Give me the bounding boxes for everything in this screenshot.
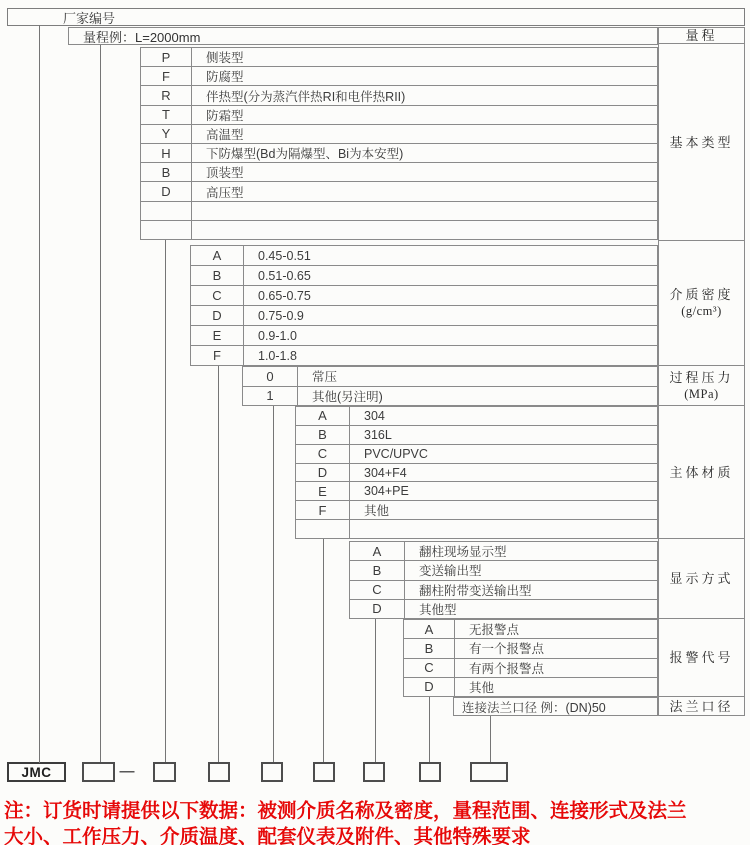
desc-cell: 0.9-1.0 [258, 328, 297, 343]
code-cell: B [350, 561, 405, 579]
desc-cell: 高压型 [206, 185, 244, 200]
code-cell: B [191, 266, 244, 285]
code-cell: P [141, 48, 192, 66]
desc-cell: 下防爆型(Bd为隔爆型、Bi为本安型) [206, 147, 404, 162]
table-row [404, 639, 657, 658]
table-row [350, 600, 657, 618]
connector-line [39, 25, 40, 763]
code-cell [141, 221, 192, 239]
code-cell: C [296, 445, 350, 463]
desc-cell: 0.51-0.65 [258, 268, 311, 283]
table-row [296, 464, 657, 483]
code-cell: C [350, 581, 405, 599]
code-cell: D [404, 678, 455, 696]
section-table-display [349, 541, 658, 619]
code-cell: D [296, 464, 350, 482]
desc-cell: 其他型 [419, 602, 457, 617]
label-text: 主体材质 [669, 464, 734, 480]
table-row [350, 542, 657, 561]
code-cell: A [404, 620, 455, 638]
factory-code-box [7, 8, 745, 26]
table-row [404, 678, 657, 696]
code-cell: B [404, 639, 455, 657]
factory-code-label: 厂家编号 [63, 10, 116, 26]
table-row [404, 659, 657, 678]
label-text: 介质密度 [669, 287, 734, 302]
label-cell-range [658, 27, 745, 44]
section-table-basic-type [140, 47, 658, 240]
order-note-line-1: 注：订货时请提供以下数据：被测介质名称及密度，量程范围、连接形式及法兰 [4, 800, 687, 822]
model-dash: — [119, 762, 135, 780]
desc-cell: 其他 [364, 504, 390, 519]
label-text: 显示方式 [669, 571, 734, 586]
code-cell: H [141, 144, 192, 162]
code-cell: B [296, 426, 350, 444]
code-cell: 1 [243, 387, 298, 406]
code-cell: A [296, 407, 350, 425]
desc-cell [350, 520, 657, 538]
label-cell-pressure [658, 366, 745, 406]
desc-cell: 304 [364, 408, 385, 423]
code-cell: B [141, 163, 192, 181]
table-row [141, 221, 657, 239]
label-cell-density [658, 241, 745, 366]
code-cell: C [191, 286, 244, 305]
table-row [141, 67, 657, 86]
model-code-box-basic-type [153, 762, 176, 782]
section-table-pressure [242, 366, 658, 406]
code-cell: F [141, 67, 192, 85]
code-cell: E [296, 482, 350, 500]
table-row [296, 482, 657, 501]
code-cell: A [350, 542, 405, 560]
desc-cell: 防霜型 [206, 108, 244, 123]
label-text: 报警代号 [669, 650, 734, 665]
connector-line [100, 45, 101, 763]
desc-cell [192, 221, 657, 239]
label-text: 法兰口径 [669, 698, 734, 714]
label-cell-alarm [658, 619, 745, 697]
model-code-box-range [82, 762, 115, 782]
table-row [404, 620, 657, 639]
desc-cell: 翻柱现场显示型 [419, 545, 507, 560]
connector-line [323, 539, 324, 763]
section-table-alarm [403, 619, 658, 697]
range-example-label: 量程例：L=2000mm [83, 29, 201, 45]
code-cell: A [191, 246, 244, 265]
desc-cell: 变送输出型 [419, 564, 482, 579]
desc-cell: 防腐型 [206, 70, 244, 85]
table-row [243, 367, 657, 387]
table-row [141, 106, 657, 125]
table-row [454, 698, 657, 715]
code-cell: Y [141, 125, 192, 143]
connector-line [165, 240, 166, 763]
desc-cell: 侧装型 [206, 51, 244, 66]
code-cell [296, 520, 350, 538]
label-text: 量程 [685, 28, 718, 43]
table-row [191, 346, 657, 365]
code-cell: E [191, 326, 244, 345]
table-row [191, 246, 657, 266]
connector-line [490, 716, 491, 763]
code-cell: D [141, 182, 192, 200]
desc-cell: 0.45-0.51 [258, 248, 311, 263]
model-prefix-box: JMC [7, 762, 66, 782]
model-code-box-alarm [419, 762, 441, 782]
section-table-material [295, 406, 658, 539]
label-text: 基本类型 [669, 134, 734, 150]
model-code-box-density [208, 762, 230, 782]
code-cell: F [191, 346, 244, 365]
table-row [296, 407, 657, 426]
table-row [141, 182, 657, 201]
code-cell: 0 [243, 367, 298, 386]
order-note-line-2: 大小、工作压力、介质温度、配套仪表及附件、其他特殊要求 [4, 826, 531, 845]
desc-cell: 无报警点 [469, 623, 520, 638]
code-cell: T [141, 106, 192, 124]
table-row [191, 326, 657, 346]
table-row [191, 306, 657, 326]
table-row [191, 286, 657, 306]
desc-cell: 高温型 [206, 127, 244, 142]
range-example-box [68, 27, 658, 45]
desc-cell: 其他(另注明) [312, 389, 383, 404]
connector-line [218, 366, 219, 763]
code-cell: F [296, 501, 350, 519]
desc-cell: PVC/UPVC [364, 446, 428, 461]
desc-cell: 304+PE [364, 484, 409, 499]
code-cell: D [191, 306, 244, 325]
desc-cell: 顶装型 [206, 166, 244, 181]
table-row [141, 202, 657, 221]
model-code-box-pressure [261, 762, 283, 782]
section-table-flange [453, 697, 658, 716]
desc-cell: 304+F4 [364, 465, 407, 480]
desc-cell: 有两个报警点 [469, 661, 545, 676]
code-cell [141, 202, 192, 220]
label-unit: (MPa) [684, 386, 719, 401]
connector-line [429, 697, 430, 763]
label-text: 过程压力 [669, 369, 734, 385]
label-cell-display [658, 539, 745, 619]
table-row [191, 266, 657, 286]
desc-cell: 连接法兰口径 例：(DN)50 [462, 700, 606, 715]
label-unit: (g/cm³) [681, 304, 722, 318]
table-row [296, 445, 657, 464]
desc-cell [192, 202, 657, 220]
table-row [296, 501, 657, 520]
table-row [296, 520, 657, 538]
desc-cell: 0.65-0.75 [258, 288, 311, 303]
table-row [141, 48, 657, 67]
table-row [141, 86, 657, 105]
code-cell: C [404, 659, 455, 677]
desc-cell: 翻柱附带变送输出型 [419, 583, 532, 598]
desc-cell: 1.0-1.8 [258, 348, 297, 363]
model-code-box-display [363, 762, 385, 782]
table-row [141, 163, 657, 182]
desc-cell: 常压 [312, 370, 338, 385]
table-row [350, 581, 657, 600]
connector-line [375, 619, 376, 763]
table-row [141, 144, 657, 163]
desc-cell: 其他 [469, 680, 495, 695]
code-cell: D [350, 600, 405, 618]
table-row [243, 387, 657, 406]
desc-cell: 0.75-0.9 [258, 308, 304, 323]
model-code-box-flange [470, 762, 508, 782]
table-row [141, 125, 657, 144]
table-row [296, 426, 657, 445]
code-cell: R [141, 86, 192, 104]
section-table-density [190, 245, 658, 366]
label-cell-basic-type [658, 44, 745, 241]
model-code-box-material [313, 762, 335, 782]
desc-cell: 316L [364, 427, 392, 442]
table-row [350, 561, 657, 580]
label-cell-material [658, 406, 745, 539]
desc-cell: 有一个报警点 [469, 642, 545, 657]
desc-cell: 伴热型(分为蒸汽伴热RI和电伴热RII) [206, 89, 406, 104]
connector-line [273, 406, 274, 763]
label-cell-flange [658, 697, 745, 716]
